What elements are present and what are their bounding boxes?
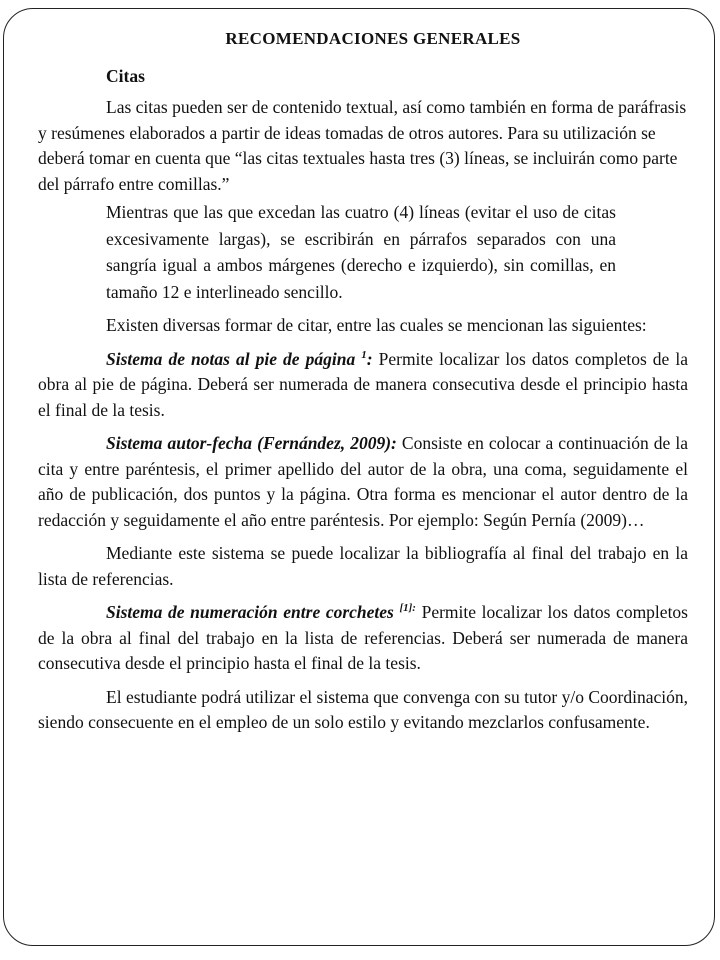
term-footnote-system: Sistema de notas al pie de página <box>106 348 362 369</box>
footnote-marker: 1 <box>361 348 367 361</box>
paragraph-bibliography-note: Mediante este sistema se puede localizar la bibliografía al final del trabajo en la lista de referencias. <box>38 543 688 589</box>
document-body <box>38 26 688 736</box>
bracket-numbering-system-description: Permite localizar los datos completos de la obra al final del trabajo en la lista de referencias. Deberá ser numerada de manera consecutiva desde el principio hasta el final de la tesis. <box>38 602 688 673</box>
paragraph-bracket-numbering-system <box>38 600 688 677</box>
term-colon: : <box>366 348 373 369</box>
paragraph-footnote-system <box>38 347 688 424</box>
paragraph-closing: El estudiante podrá utilizar el sistema que convenga con su tutor y/o Coordinación, siendo consecuente en el empleo de un solo estilo y evitando mezclarlos confusamente. <box>38 686 688 732</box>
author-date-system-description: Consiste en colocar a continuación de la cita y entre paréntesis, el primer apellido del autor de la obra, una coma, seguidamente el año de publicación, dos puntos y la página. Otra forma es mencionar el autor dentro de la redacción y seguidamente el año entre paréntesis. Por ejemplo: Según Pernía (2009)… <box>38 433 688 530</box>
term-bracket-numbering-system: Sistema de numeración entre corchetes <box>106 602 400 622</box>
bracket-marker: [1]: <box>399 602 416 615</box>
section-heading: Citas <box>106 65 145 86</box>
block-quote: Mientras que las que excedan las cuatro (4) líneas (evitar el uso de citas excesivamente largas), se escribirán en párrafos separados con una sangría igual a ambos márgenes (derecho e izquierdo), sin comillas, en tamaño 12 e interlineado sencillo. <box>106 202 616 302</box>
paragraph-citation-forms: Existen diversas formar de citar, entre las cuales se mencionan las siguientes: <box>106 315 647 335</box>
paragraph-intro: Las citas pueden ser de contenido textual, así como también en forma de paráfrasis y resúmenes elaborados a partir de ideas tomadas de otros autores. Para su utilización se deberá tomar en cuenta que “las citas textuales hasta tres (3) líneas, se incluirán como parte del párrafo entre comillas.” <box>38 97 687 194</box>
footnote-system-description: Permite localizar los datos completos de la obra al pie de página. Deberá ser numerada de manera consecutiva desde el principio hasta el final de la tesis. <box>38 348 688 420</box>
paragraph-author-date-system <box>38 431 688 533</box>
page-title: RECOMENDACIONES GENERALES <box>225 29 521 48</box>
term-author-date-system: Sistema autor-fecha (Fernández, 2009): <box>106 433 397 453</box>
